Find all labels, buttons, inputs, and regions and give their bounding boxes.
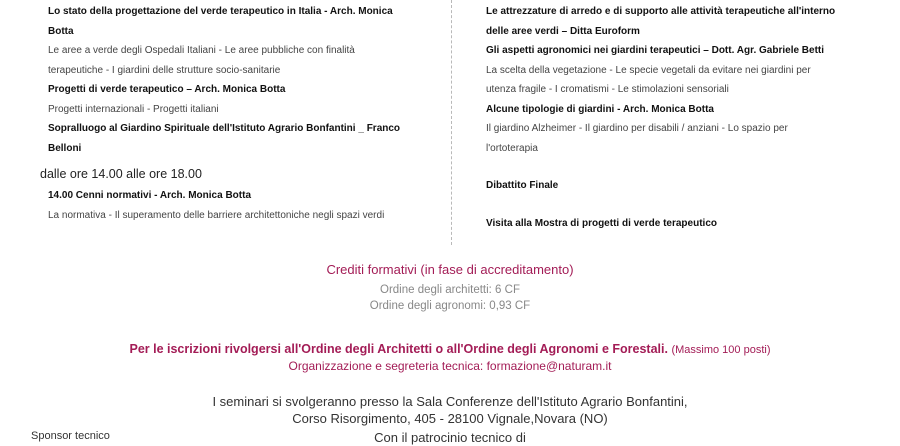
program-heading: Sopralluogo al Giardino Spirituale dell'Istituto Agrario Bonfantini _ Franco	[48, 123, 401, 134]
afternoon-time: dalle ore 14.00 alle ore 18.00	[40, 167, 202, 181]
exhibition-visit: Visita alla Mostra di progetti di verde terapeutico	[486, 217, 717, 229]
registration-line	[0, 341, 900, 358]
afternoon-program	[40, 186, 430, 225]
column-divider	[451, 0, 452, 245]
program-heading: Lo stato della progettazione del verde terapeutico in Italia - Arch. Monica	[48, 6, 393, 17]
credits-title: Crediti formativi (in fase di accreditamento)	[326, 262, 574, 277]
right-program	[476, 0, 856, 158]
program-heading: Le attrezzature di arredo e di supporto alle attività terapeutiche all'interno	[486, 6, 836, 17]
registration-text: Per le iscrizioni rivolgersi all'Ordine degli Architetti o all'Ordine degli Agronomi e Forestali.	[129, 342, 668, 356]
patronage-label: Con il patrocinio tecnico di	[374, 430, 526, 445]
program-description: La normativa - Il superamento delle barriere architettoniche negli spazi verdi	[48, 209, 385, 221]
program-left-column	[40, 0, 430, 225]
program-description: utenza fragile - I cromatismi - Le stimolazioni sensoriali	[486, 84, 729, 95]
organization-contact: Organizzazione e segreteria tecnica: formazione@naturam.it	[288, 359, 612, 373]
program-description: La scelta della vegetazione - Le specie vegetali da evitare nei giardini per	[486, 64, 811, 76]
program-description: terapeutiche - I giardini delle strutture socio-sanitarie	[48, 64, 281, 76]
credits-architects: Ordine degli architetti: 6 CF	[380, 284, 520, 296]
program-right-column	[476, 0, 856, 233]
venue-line-1: I seminari si svolgeranno presso la Sala Conferenze dell'Istituto Agrario Bonfantini,	[212, 394, 688, 409]
program-description: Le aree a verde degli Ospedali Italiani - Le aree pubbliche con finalità	[48, 45, 355, 56]
program-heading: Belloni	[48, 142, 82, 154]
sponsor-label: Sponsor tecnico	[31, 430, 110, 442]
program-heading: 14.00 Cenni normativi - Arch. Monica Botta	[48, 190, 252, 201]
program-description: Progetti internazionali - Progetti italiani	[48, 103, 219, 115]
venue-line-2: Corso Risorgimento, 405 - 28100 Vignale,Novara (NO)	[292, 411, 608, 426]
program-description: l'ortoterapia	[486, 142, 538, 154]
credits-agronomists: Ordine degli agronomi: 0,93 CF	[369, 300, 531, 312]
program-heading: delle aree verdi – Ditta Euroform	[486, 25, 640, 37]
registration-limit: (Massimo 100 posti)	[671, 344, 771, 356]
morning-program	[40, 0, 430, 158]
final-debate: Dibattito Finale	[486, 180, 559, 191]
program-heading: Alcune tipologie di giardini - Arch. Monica Botta	[486, 103, 714, 115]
program-description: Il giardino Alzheimer - Il giardino per disabili / anziani - Lo spazio per	[486, 123, 788, 134]
program-heading: Progetti di verde terapeutico – Arch. Monica Botta	[48, 84, 286, 95]
program-heading: Gli aspetti agronomici nei giardini terapeutici – Dott. Agr. Gabriele Betti	[486, 45, 825, 56]
program-heading: Botta	[48, 25, 74, 37]
